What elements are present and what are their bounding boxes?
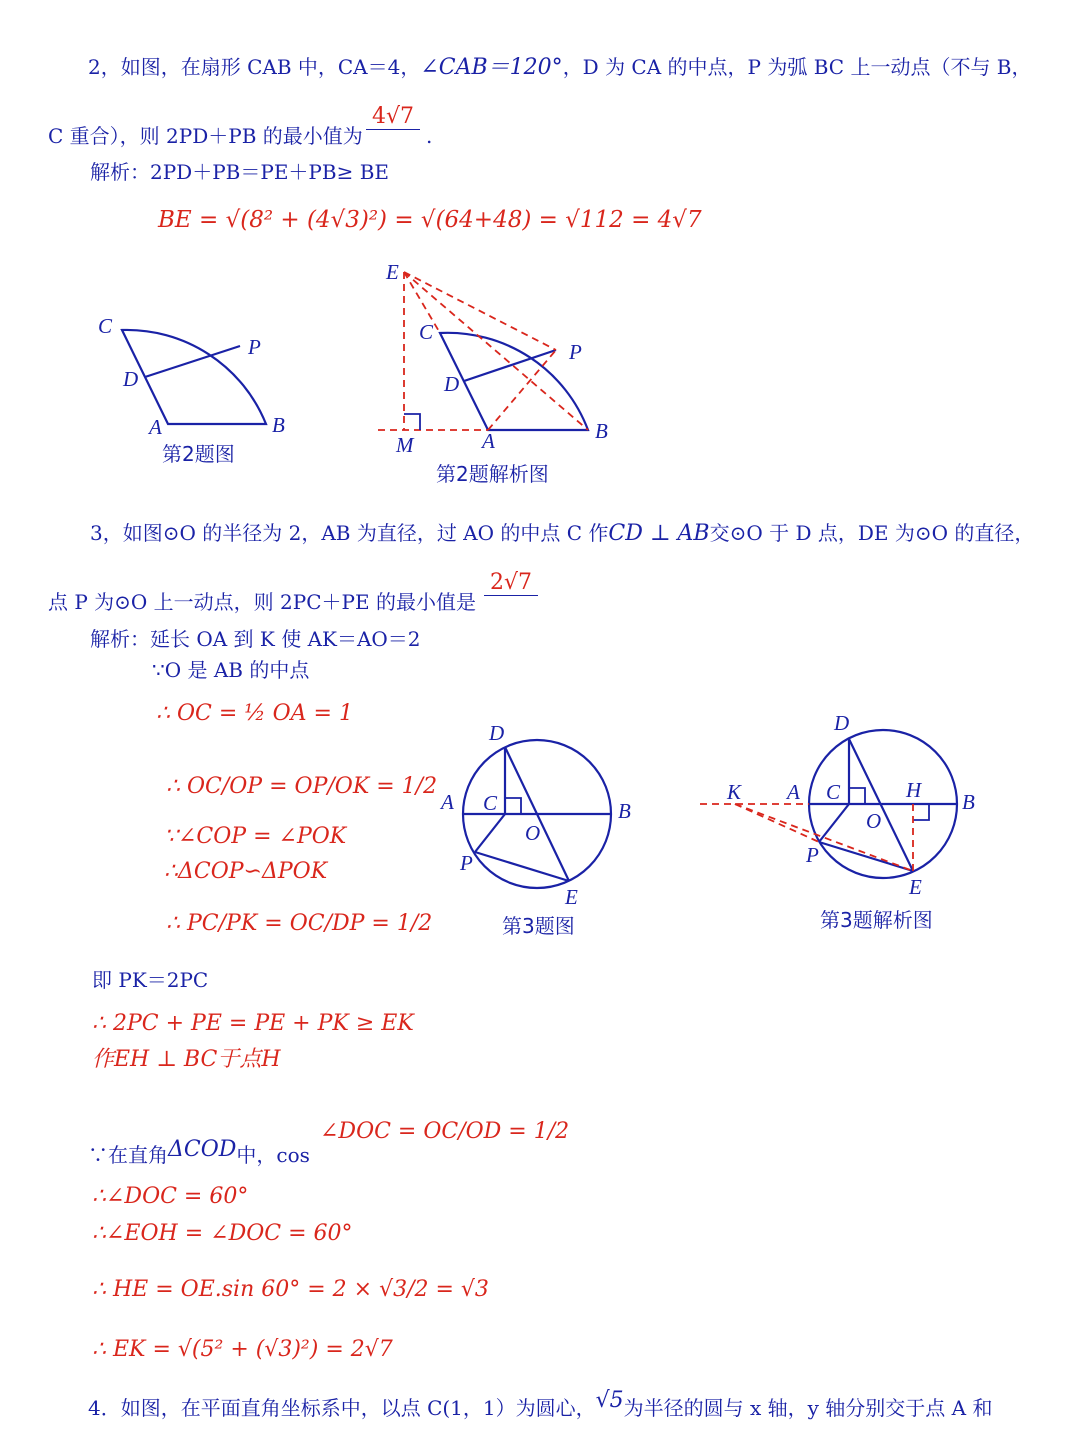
q2-line1: 2，如图，在扇形 CAB 中，CA＝4，∠CAB＝120°，D 为 CA 的中点，P 为弧 BC 上一动点（不与 B， xyxy=(88,55,1032,80)
q2-label-c: C xyxy=(98,314,113,338)
q2a-right-angle-mark xyxy=(404,414,420,430)
q3-analysis-figure-caption: 第3题解析图 xyxy=(820,908,933,932)
q3-cos-expr: ∠DOC = OC/OD = 1/2 xyxy=(320,1119,570,1144)
q2a-label-p: P xyxy=(569,340,582,364)
q3-line2: 点 P 为⊙O 上一动点，则 2PC＋PE 的最小值是 xyxy=(48,590,476,614)
q3-label-e: E xyxy=(565,885,578,909)
q3-analysis-intro: 解析：延长 OA 到 K 使 AK＝AO＝2 xyxy=(90,627,421,651)
q3-segment-pe xyxy=(475,852,569,881)
q3a-label-h: H xyxy=(906,778,922,802)
q3a-label-d: D xyxy=(834,711,850,735)
q2a-label-b: B xyxy=(595,419,608,443)
q2-sector-outline xyxy=(122,330,266,424)
q3-figure-caption: 第3题图 xyxy=(502,914,575,938)
q3-label-p: P xyxy=(460,851,473,875)
q3a-right-angle-h xyxy=(913,804,929,820)
q3-pk: 即 PK＝2PC xyxy=(92,968,209,992)
q3-label-o: O xyxy=(525,821,541,845)
q2a-label-a: A xyxy=(482,429,495,453)
q3-ek: ∴ EK = √(5² + (√3)²) = 2√7 xyxy=(92,1337,393,1362)
q2-period: . xyxy=(426,124,433,148)
q3-label-a: A xyxy=(441,790,454,814)
q2-answer: 4√7 xyxy=(366,104,420,130)
q3a-segment-cp xyxy=(819,804,849,842)
q3-segment-cp xyxy=(475,814,505,852)
q3-analysis-figure xyxy=(700,711,975,899)
q2-analysis1: 解析：2PD＋PB＝PE＋PB≥ BE xyxy=(90,160,389,184)
q2a-sector-outline xyxy=(440,333,588,430)
q2-analysis2: BE = √(8² + (4√3)²) = √(64+48) = √112 = 4√7 xyxy=(158,207,702,233)
q3a-label-a: A xyxy=(787,780,800,804)
q3-answer: 2√7 xyxy=(484,570,538,596)
q2-figure xyxy=(122,330,266,424)
q2a-label-e: E xyxy=(386,260,399,284)
q3-ratio2: ∴ PC/PK = OC/DP = 1/2 xyxy=(166,911,433,936)
q3-he: ∴ HE = OE.sin 60° = 2 × √3/2 = √3 xyxy=(92,1277,489,1302)
q4-line1: 4．如图，在平面直角坐标系中，以点 C(1，1）为圆心，√5为半径的圆与 x 轴，y 轴分别交于点 A 和 xyxy=(88,1388,993,1420)
q3-draw: 作EH ⊥ BC于点H xyxy=(92,1047,281,1072)
q3a-label-p: P xyxy=(806,843,819,867)
q3a-segment-pe xyxy=(819,842,913,871)
q2-label-d: D xyxy=(123,367,139,391)
q2-label-p: P xyxy=(248,335,261,359)
q2a-label-d: D xyxy=(444,372,460,396)
q3-cos-prefix: ∵在直角ΔCOD中，cos xyxy=(88,1137,310,1167)
q3-oc-half: ∴ OC = ½ OA = 1 xyxy=(156,701,353,726)
q3-eoh: ∴∠EOH = ∠DOC = 60° xyxy=(92,1221,353,1246)
q3a-label-b: B xyxy=(962,790,975,814)
q3-sum: ∴ 2PC + PE = PE + PK ≥ EK xyxy=(92,1011,414,1036)
q3-angle-eq: ∵∠COP = ∠POK xyxy=(164,824,347,849)
q2-label-b: B xyxy=(272,413,285,437)
q3-ratio1: ∴ OC/OP = OP/OK = 1/2 xyxy=(166,774,438,799)
q3a-label-k: K xyxy=(727,780,742,804)
q3a-right-angle-c xyxy=(849,788,865,804)
q2a-label-m: M xyxy=(396,433,414,457)
q3a-label-o: O xyxy=(866,809,882,833)
q2-segment-pd xyxy=(145,346,240,377)
q3-doc60: ∴∠DOC = 60° xyxy=(92,1184,249,1209)
q2-label-a: A xyxy=(149,415,162,439)
q3-right-angle-mark xyxy=(505,798,521,814)
q3-label-c: C xyxy=(483,791,498,815)
q3-similar: ∴ΔCOP∽ΔPOK xyxy=(164,859,328,884)
q2a-label-c: C xyxy=(419,320,434,344)
q2-line2: C 重合），则 2PD＋PB 的最小值为 xyxy=(48,124,363,148)
q3a-label-e: E xyxy=(909,875,922,899)
q3-label-b: B xyxy=(618,799,631,823)
q3-because-mid: ∵O 是 AB 的中点 xyxy=(152,658,310,682)
q2-analysis-figure-caption: 第2题解析图 xyxy=(436,462,549,486)
q3-line1: 3，如图⊙O 的半径为 2，AB 为直径，过 AO 的中点 C 作CD ⊥ AB交⊙O 于 D 点，DE 为⊙O 的直径， xyxy=(90,521,1035,546)
q3-figure xyxy=(439,721,631,909)
q3-label-d: D xyxy=(489,721,505,745)
q2-figure-caption: 第2题图 xyxy=(162,442,235,466)
q2-figure-labels xyxy=(98,314,285,439)
q2-analysis-figure xyxy=(378,260,608,457)
q3a-label-c: C xyxy=(826,780,841,804)
q2a-line-eb xyxy=(404,272,588,430)
